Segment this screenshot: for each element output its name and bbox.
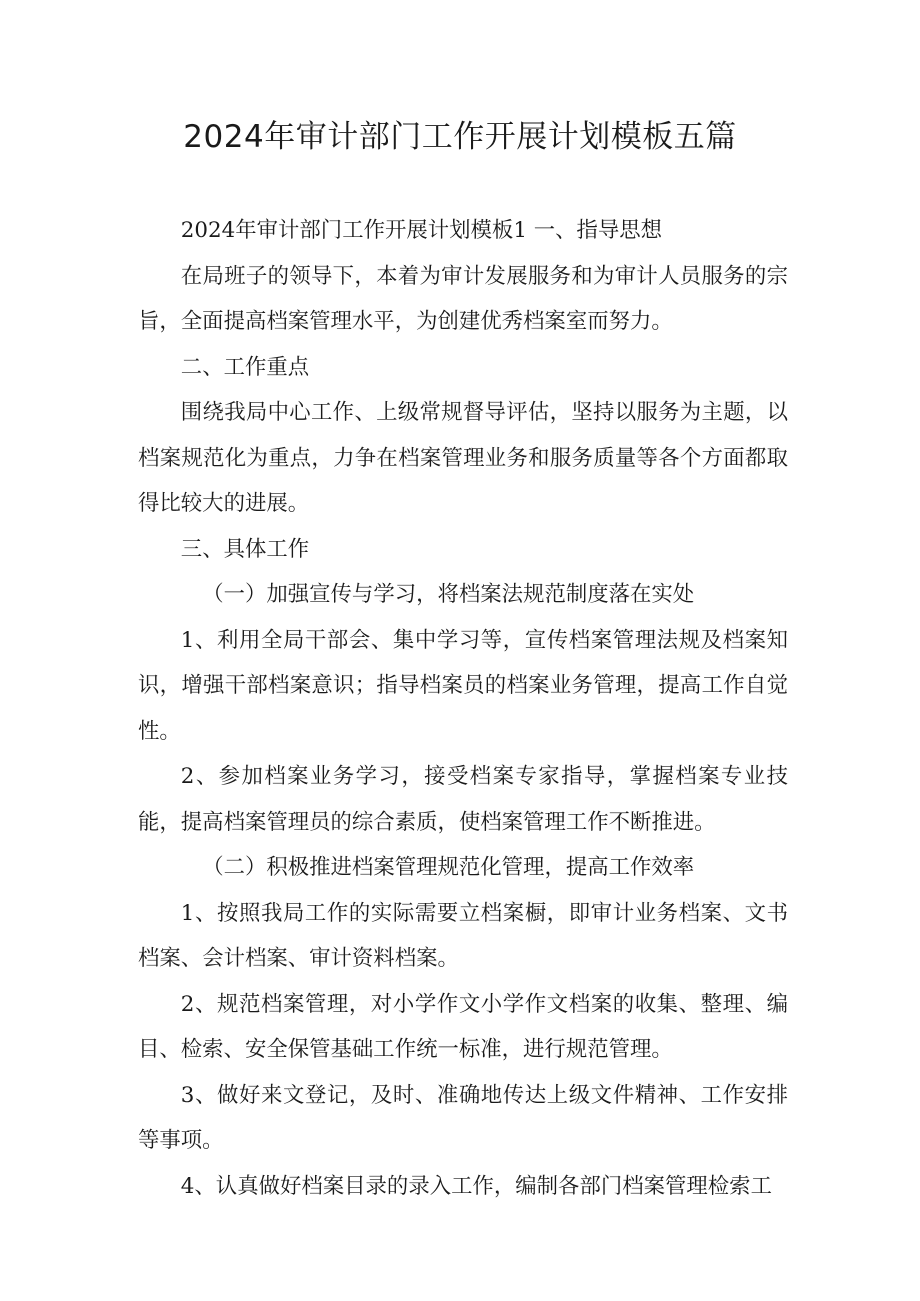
paragraph-item-1-1: 1、利用全局干部会、集中学习等，宣传档案管理法规及档案知识，增强干部档案意识；指导档案员的档案业务管理，提高工作自觉性。	[138, 627, 788, 744]
paragraph-item-2-2: 2、规范档案管理，对小学作文小学作文档案的收集、整理、编目、检索、安全保管基础工作统一标准，进行规范管理。	[138, 991, 788, 1062]
paragraph-item-1-2: 2、参加档案业务学习，接受档案专家指导，掌握档案专业技能，提高档案管理员的综合素质，使档案管理工作不断推进。	[138, 764, 788, 835]
paragraph-item-2-3: 3、做好来文登记，及时、准确地传达上级文件精神、工作安排等事项。	[138, 1082, 788, 1153]
document-title: 2024年审计部门工作开展计划模板五篇	[183, 119, 737, 155]
subsection-heading-1: （一）加强宣传与学习，将档案法规范制度落在实处	[202, 582, 695, 607]
section-heading-specific-work: 三、具体工作	[180, 536, 310, 562]
paragraph-item-2-4: 4、认真做好档案目录的录入工作，编制各部门档案管理检索工	[180, 1173, 772, 1199]
section-heading-work-focus: 二、工作重点	[180, 354, 310, 380]
subsection-heading-2: （二）积极推进档案管理规范化管理，提高工作效率	[202, 855, 695, 880]
paragraph-item-2-1: 1、按照我局工作的实际需要立档案橱，即审计业务档案、文书档案、会计档案、审计资料档案。	[138, 900, 788, 971]
paragraph-work-focus: 围绕我局中心工作、上级常规督导评估，坚持以服务为主题，以档案规范化为重点，力争在档案管理业务和服务质量等各个方面都取得比较大的进展。	[138, 400, 788, 516]
document-body	[138, 208, 788, 1209]
paragraph-guiding-ideology: 在局班子的领导下，本着为审计发展服务和为审计人员服务的宗旨，全面提高档案管理水平，为创建优秀档案室而努力。	[138, 263, 788, 334]
section-heading-guiding-ideology: 2024年审计部门工作开展计划模板1 一、指导思想	[180, 218, 663, 243]
